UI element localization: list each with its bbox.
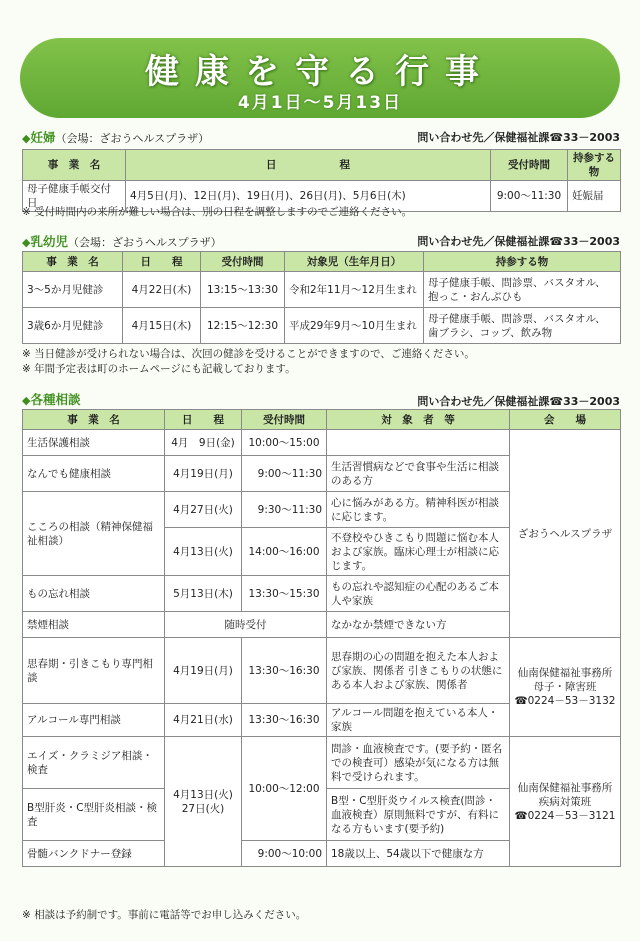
contact-info: 問い合わせ先／保健福祉課☎33－2003 [417,395,620,408]
event-target: B型・C型肝炎ウイルス検査(問診・血液検査）原則無料ですが、有料になる方もいます(要予約) [327,789,510,841]
section-title: 各種相談 [30,392,81,407]
event-date: 4月19日(月) [165,638,242,704]
col-header: 受付時間 [201,252,285,272]
col-header: 受付時間 [491,150,568,181]
event-date: 4月13日(火) 27日(火) [165,737,242,867]
note: ※ 受付時間内の来所が難しい場合は、別の日程を調整しますのでご連絡ください。 [22,206,413,218]
event-time: 9:30～11:30 [242,492,327,528]
diamond-icon: ◆ [22,394,31,407]
event-target: 令和2年11月～12月生まれ [285,272,424,308]
section-pregnant-header [22,128,620,144]
note: ※ 当日健診が受けられない場合は、次回の健診を受けることができますので、ご連絡ください。 [22,348,475,360]
event-datetime: 随時受付 [165,612,327,638]
col-header: 会 場 [510,410,621,430]
event-bring: 母子健康手帳、問診票、バスタオル、歯ブラシ、コップ、飲み物 [424,308,621,344]
section-title: 妊婦 [30,130,56,145]
event-time: 14:00～16:00 [242,528,327,576]
table-row [23,272,621,308]
event-target: 平成29年9月～10月生まれ [285,308,424,344]
col-header: 受付時間 [242,410,327,430]
event-target: 不登校やひきこもり問題に悩む本人および家族。臨床心理士が相談に応じます。 [327,528,510,576]
event-target: 生活習慣病などで食事や生活に相談のある方 [327,456,510,492]
col-header: 事 業 名 [23,150,126,181]
note: ※ 年間予定表は町のホームページにも記載しております。 [22,363,296,375]
event-name: 思春期・引きこもり専門相談 [23,638,165,704]
col-header: 日 程 [165,410,242,430]
event-dates: 4月5日(月)、12日(月)、19日(月)、26日(月)、5月6日(木) [126,181,491,212]
venue-line: 仙南保健福祉事務所 [517,667,613,679]
event-name: エイズ・クラミジア相談・検査 [23,737,165,789]
venue-line: 疾病対策班 [538,795,592,808]
event-name: 骨髄バンクドナー登録 [23,841,165,867]
event-date: 4月15日(木) [123,308,201,344]
event-time: 13:30～16:30 [242,638,327,704]
pregnant-table [22,149,621,212]
section-consult-header [22,390,620,406]
event-name: もの忘れ相談 [23,576,165,612]
event-time: 10:00～15:00 [242,430,327,456]
note: ※ 相談は予約制です。事前に電話等でお申し込みください。 [22,909,307,921]
event-date: 4月19日(月) [165,456,242,492]
event-time: 12:15～12:30 [201,308,285,344]
event-time: 9:00～11:30 [242,456,327,492]
diamond-icon: ◆ [22,132,31,145]
event-target: アルコール問題を抱えている本人・家族 [327,704,510,737]
section-venue: （会場：ざおうヘルスプラザ） [67,236,222,249]
venue-line: 仙南保健福祉事務所 [517,781,613,794]
event-name: 禁煙相談 [23,612,165,638]
event-date: 4月22日(木) [123,272,201,308]
event-target: もの忘れや認知症の心配のあるご本人や家族 [327,576,510,612]
event-date: 5月13日(木) [165,576,242,612]
table-row [23,737,621,789]
col-header: 日 程 [123,252,201,272]
event-target: 問診・血液検査です。(要予約・匿名での検査可）感染が気になる方は無料で受けられます。 [327,737,510,789]
col-header: 持参する物 [568,150,621,181]
event-bring: 妊娠届 [568,181,621,212]
event-time: 9:00～10:00 [242,841,327,867]
event-target [327,430,510,456]
event-bring: 母子健康手帳、問診票、バスタオル、抱っこ・おんぶひも [424,272,621,308]
event-target: 心に悩みがある方。精神科医が相談に応じます。 [327,492,510,528]
col-header: 事 業 名 [23,410,165,430]
event-target: 思春期の心の問題を抱えた本人および家族、関係者 引きこもりの状態にある本人および家族、関係者 [327,638,510,704]
table-row [23,638,621,704]
table-row [23,430,621,456]
event-time: 13:30～15:30 [242,576,327,612]
event-time: 9:00～11:30 [491,181,568,212]
venue-line: 母子・障害班 [533,681,597,693]
infant-table [22,251,621,344]
consult-table [22,409,621,867]
event-date: 4月13日(火) [165,528,242,576]
event-time: 13:30～16:30 [242,704,327,737]
event-name: 生活保護相談 [23,430,165,456]
event-name: こころの相談（精神保健福祉相談） [23,492,165,576]
col-header: 対 象 者 等 [327,410,510,430]
table-row [23,308,621,344]
event-date: 4月27日(火) [165,492,242,528]
event-target: 18歳以上、54歳以下で健康な方 [327,841,510,867]
col-header: 対象児（生年月日） [285,252,424,272]
event-name: アルコール専門相談 [23,704,165,737]
col-header: 日 程 [126,150,491,181]
section-infant-header [22,232,620,248]
event-name: 母子健康手帳交付日 [23,181,126,212]
event-name: なんでも健康相談 [23,456,165,492]
title-banner [20,38,620,118]
section-title: 乳幼児 [30,234,68,249]
event-date: 4月21日(水) [165,704,242,737]
col-header: 持参する物 [424,252,621,272]
contact-info: 問い合わせ先／保健福祉課☎33－2003 [417,235,620,248]
col-header: 事 業 名 [23,252,123,272]
event-date: 4月 9日(金) [165,430,242,456]
venue-phone: ☎0224－53－3121 [514,809,616,822]
event-time: 10:00～12:00 [242,737,327,841]
venue-sennan-maternal [510,638,621,737]
event-name: 3～5か月児健診 [23,272,123,308]
event-time: 13:15～13:30 [201,272,285,308]
date-range: 4月1日～5月13日 [237,93,403,113]
diamond-icon: ◆ [22,236,31,249]
page-title: 健康を守る行事 [145,52,495,92]
event-target: なかなか禁煙できない方 [327,612,510,638]
section-venue: （会場：ざおうヘルスプラザ） [55,132,210,145]
event-name: 3歳6か月児健診 [23,308,123,344]
venue-zao: ざおうヘルスプラザ [510,430,621,638]
event-name: B型肝炎・C型肝炎相談・検査 [23,789,165,841]
venue-sennan-disease [510,737,621,867]
venue-phone: ☎0224－53－3132 [514,695,616,707]
contact-info: 問い合わせ先／保健福祉課☎33－2003 [417,131,620,144]
